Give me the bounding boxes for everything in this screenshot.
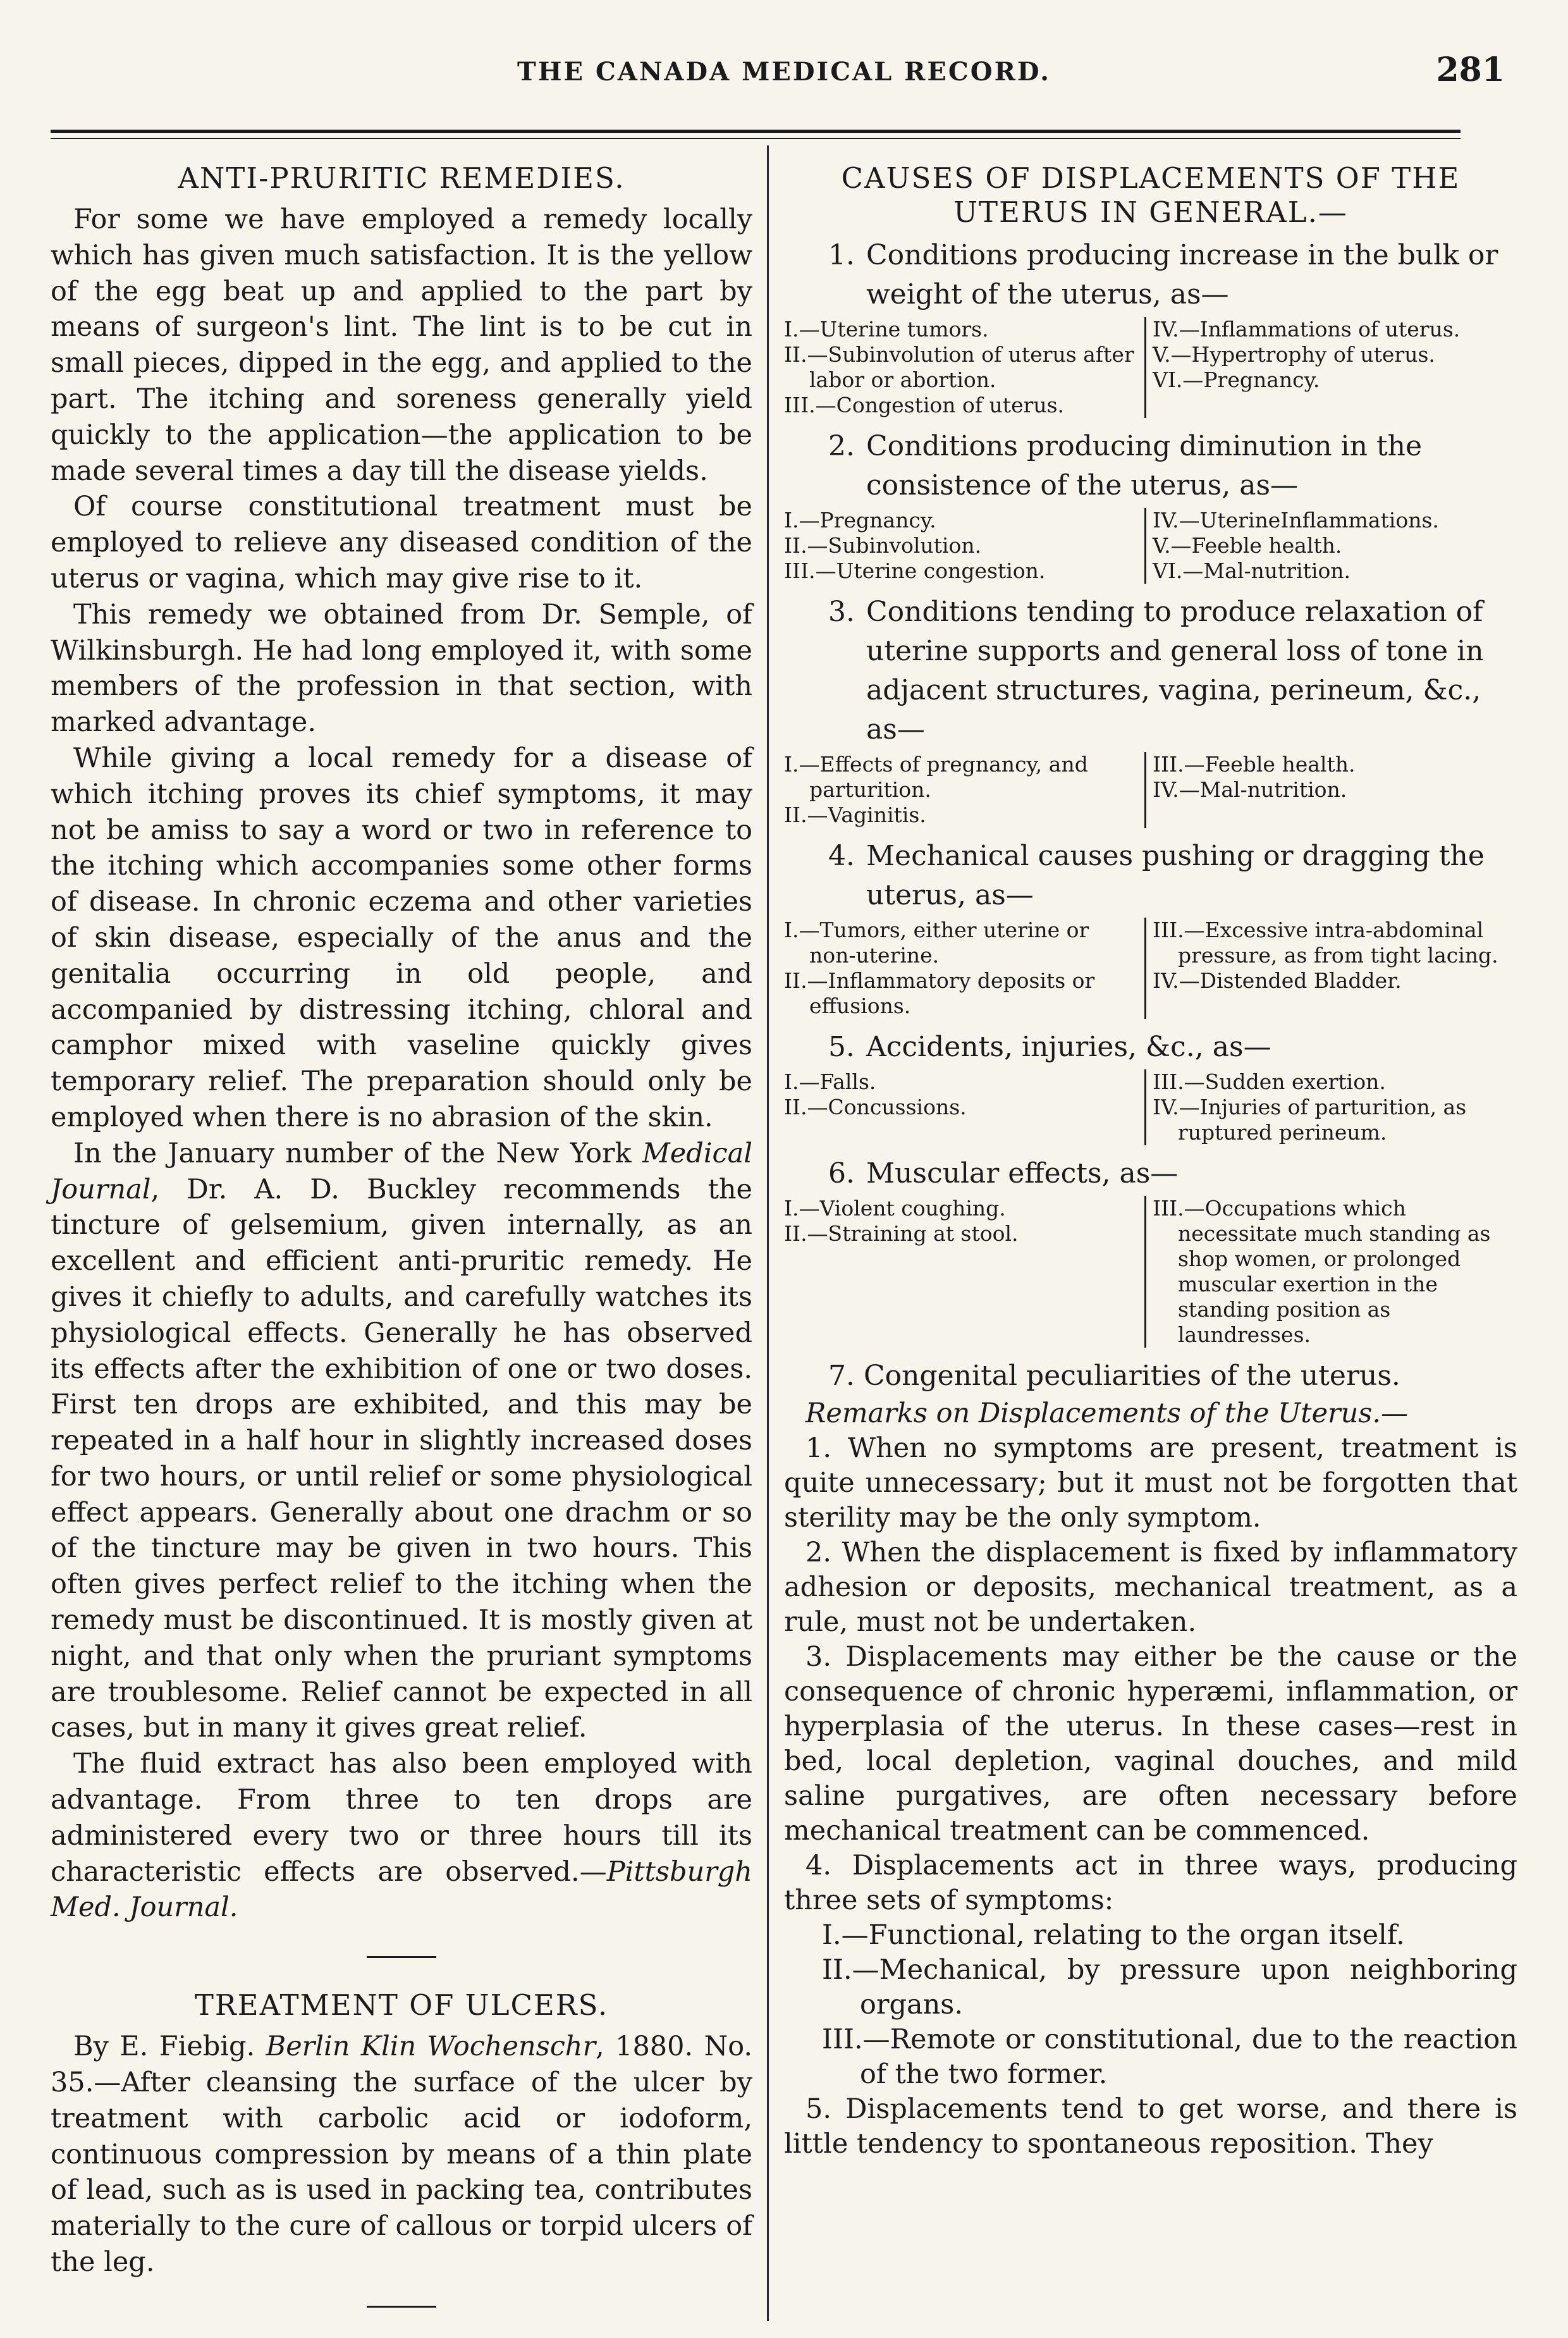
- sub-list-item: I.—Effects of pregnancy, and parturition.: [784, 752, 1088, 802]
- source-citation: Berlin Klin Wochenschr: [266, 2031, 596, 2063]
- paragraph: For some we have employed a remedy locally which has given much satisfaction. It is the yellow of the egg beat up and applied to the part by means of surgeon's lint. The lint is to be cut in small pieces, dipped in the egg, and applied to the part. The itching and soreness generally yield quickly to the application—the application to be made several times a day till the disease yields.: [51, 204, 752, 487]
- item-number: 4.: [828, 840, 855, 872]
- sub-list-item: I.—Tumors, either uterine or non-uterine.: [784, 918, 1089, 968]
- paragraph: [51, 1136, 752, 1747]
- text: By E. Fiebig.: [73, 2031, 266, 2063]
- text: The fluid extract has also been employed with advantage. From three to ten drops are administered every two or three hours till its characteristic effects are observed.—: [51, 1748, 752, 1888]
- sub-list-item: IV.—Inflammations of uterus.: [1153, 317, 1461, 341]
- item-text: Muscular effects, as—: [866, 1157, 1179, 1190]
- sub-list-column: [784, 1196, 1144, 1348]
- left-column: [51, 161, 752, 2338]
- sub-list-column: [1144, 1196, 1517, 1348]
- item-text: Conditions producing increase in the bulk or weight of the uterus, as—: [866, 239, 1498, 311]
- remarks-title: [784, 1396, 1517, 1431]
- text: In the January number of the New York: [73, 1137, 642, 1169]
- sub-list-column: [784, 317, 1144, 418]
- item-number: 1.: [828, 239, 855, 271]
- sub-list: [784, 1069, 1517, 1145]
- source-citation: Pittsburgh Med. Journal.: [51, 1855, 752, 1924]
- sub-list-item: VI.—Pregnancy.: [1153, 367, 1320, 392]
- cause-item: [784, 1028, 1517, 1067]
- sub-list-column: [1144, 918, 1517, 1019]
- sub-list-item: III.—Occupations which necessitate much standing as shop women, or prolonged muscular exertion in the standing position as laundresses.: [1153, 1196, 1491, 1347]
- sub-list: [784, 752, 1517, 828]
- sub-list-column: [1144, 1069, 1517, 1145]
- cause-item: [784, 593, 1517, 749]
- sub-list: [784, 1196, 1517, 1348]
- paragraph: While giving a local remedy for a disease of which itching proves its chief symptoms, it may not be amiss to say a word or two in reference to the itching which accompanies some other forms of disease. In chronic eczema and other varieties of skin disease, especially of the anus and the genitalia occurring in old people, and accompanied by distressing itching, chloral and camphor mixed with vaseline quickly gives temporary relief. The preparation should only be employed when there is no abrasion of the skin.: [51, 742, 752, 1133]
- sub-list-column: [784, 508, 1144, 584]
- sub-list-item: III.—Excessive intra-abdominal pressure, as from tight lacing.: [1153, 918, 1498, 968]
- right-column: [784, 161, 1517, 2162]
- article-title-displacements: CAUSES OF DISPLACEMENTS OF THE UTERUS IN GENERAL.—: [841, 161, 1461, 229]
- sub-list-item: III.—Sudden exertion.: [1153, 1069, 1386, 1094]
- item-number: 3.: [828, 596, 855, 628]
- remark: 3. Displacements may either be the cause or the consequence of chronic hyperæmi, inflammation, or hyperplasia of the uterus. In these cases—rest in bed, local depletion, vaginal douches, and mild saline purgatives, are often necessary before mechanical treatment can be commenced.: [784, 1641, 1517, 1847]
- section-divider: [367, 2306, 436, 2308]
- cause-item-7: 7. Congenital peculiarities of the uterus.: [828, 1360, 1400, 1392]
- sub-list-item: I.—Violent coughing.: [784, 1196, 1006, 1221]
- cause-item: [784, 236, 1517, 314]
- sub-list-column: [1144, 317, 1517, 418]
- symptom-item: II.—Mechanical, by pressure upon neighboring organs.: [822, 1954, 1517, 2021]
- remarks-heading: Remarks on Displacements of the Uterus.—: [805, 1398, 1409, 1429]
- sub-list-item: III.—Uterine congestion.: [784, 558, 1046, 583]
- sub-list-item: I.—Pregnancy.: [784, 508, 936, 532]
- cause-item: [784, 837, 1517, 915]
- item-text: Mechanical causes pushing or dragging the uterus, as—: [866, 840, 1485, 911]
- sub-list-item: III.—Congestion of uterus.: [784, 393, 1065, 417]
- sub-list-item: II.—Vaginitis.: [784, 803, 926, 827]
- sub-list: [784, 918, 1517, 1019]
- article-title-anti-pruritic: ANTI-PRURITIC REMEDIES.: [178, 161, 625, 195]
- sub-list-item: VI.—Mal-nutrition.: [1153, 558, 1351, 583]
- item-number: 5.: [828, 1031, 855, 1063]
- sub-list-item: I.—Uterine tumors.: [784, 317, 989, 341]
- item-text: Conditions producing diminution in the consistence of the uterus, as—: [866, 430, 1423, 501]
- sub-list-column: [1144, 508, 1517, 584]
- item-number: 2.: [828, 430, 855, 462]
- sub-list-item: IV.—UterineInflammations.: [1153, 508, 1439, 532]
- symptom-item: III.—Remote or constitutional, due to the reaction of the two former.: [822, 2024, 1517, 2090]
- sub-list-column: [784, 918, 1144, 1019]
- sub-list-column: [784, 1069, 1144, 1145]
- item-text: Conditions tending to produce relaxation of uterine supports and general loss of tone in adjacent structures, vagina, perineum, &c., as—: [866, 596, 1484, 746]
- paragraph: [51, 1746, 752, 1926]
- text: , Dr. A. D. Buckley recommends the tincture of gelsemium, given internally, as an excellent and efficient anti-pruritic remedy. He gives it chiefly to adults, and carefully watches its physiological effects. Generally he has observed its effects after the exhibition of one or two doses. First ten drops are exhibited, and this may be repeated in a half hour in slightly increased doses for two hours, or until relief or some physiological effect appears. Generally about one drachm or so of the tincture may be given in two hours. This often gives perfect relief to the itching when the remedy must be discontinued. It is mostly given at night, and that only when the pruriant symptoms are troublesome. Relief cannot be expected in all cases, but in many it gives great relief.: [51, 1173, 752, 1744]
- sub-list-column: [784, 752, 1144, 828]
- sub-list-item: II.—Inflammatory deposits or effusions.: [784, 968, 1095, 1018]
- cause-groups: [784, 236, 1517, 1348]
- running-header: [38, 38, 1530, 108]
- item-number: 6.: [828, 1157, 855, 1190]
- sub-list-item: IV.—Injuries of parturition, as ruptured perineum.: [1153, 1095, 1467, 1145]
- sub-list-item: II.—Subinvolution of uterus after labor or abortion.: [784, 342, 1134, 392]
- paragraph: Of course constitutional treatment must be employed to relieve any diseased condition of the uterus or vagina, which may give rise to it.: [51, 491, 752, 594]
- column-divider: [767, 145, 769, 2321]
- sub-list-column: [1144, 752, 1517, 828]
- remark: 4. Displacements act in three ways, producing three sets of symptoms:: [784, 1850, 1517, 1916]
- sub-list-item: II.—Straining at stool.: [784, 1221, 1019, 1246]
- cause-item: [784, 1154, 1517, 1193]
- paragraph: This remedy we obtained from Dr. Semple, of Wilkinsburgh. He had long employed it, with some members of the profession in that section, with marked advantage.: [51, 598, 752, 739]
- remark: 1. When no symptoms are present, treatment is quite unnecessary; but it must not be forgotten that sterility may be the only symptom.: [784, 1432, 1517, 1534]
- sub-list-item: I.—Falls.: [784, 1069, 876, 1094]
- remark: 2. When the displacement is fixed by inflammatory adhesion or deposits, mechanical treatment, as a rule, must not be undertaken.: [784, 1537, 1517, 1638]
- sub-list: [784, 317, 1517, 418]
- journal-title: THE CANADA MEDICAL RECORD.: [517, 57, 1051, 87]
- journal-name: Medical Journal: [51, 1137, 752, 1205]
- header-rule-thin: [51, 138, 1461, 139]
- sub-list-item: IV.—Mal-nutrition.: [1153, 777, 1347, 802]
- header-rule: [51, 130, 1461, 133]
- sub-list-item: III.—Feeble health.: [1153, 752, 1356, 777]
- sub-list-item: V.—Hypertrophy of uterus.: [1153, 342, 1435, 367]
- sub-list-item: IV.—Distended Bladder.: [1153, 968, 1402, 993]
- remark: 5. Displacements tend to get worse, and there is little tendency to spontaneous reposition. They: [784, 2093, 1517, 2160]
- symptom-item: I.—Functional, relating to the organ itself.: [822, 1919, 1405, 1951]
- sub-list-item: II.—Concussions.: [784, 1095, 967, 1119]
- text: , 1880. No. 35.—After cleansing the surface of the ulcer by treatment with carbolic acid or iodoform, continuous compression by means of a thin plate of lead, such as is used in packing tea, contributes materially to the cure of callous or torpid ulcers of the leg.: [51, 2031, 753, 2279]
- section-divider: [367, 1956, 436, 1958]
- sub-list-item: V.—Feeble health.: [1153, 533, 1342, 558]
- cause-item: [784, 427, 1517, 505]
- paragraph: [51, 2029, 752, 2280]
- article-title-ulcers: TREATMENT OF ULCERS.: [194, 1988, 609, 2022]
- sub-list-item: II.—Subinvolution.: [784, 533, 982, 558]
- page-number: 281: [1436, 51, 1505, 89]
- item-text: Accidents, injuries, &c., as—: [866, 1031, 1271, 1063]
- sub-list: [784, 508, 1517, 584]
